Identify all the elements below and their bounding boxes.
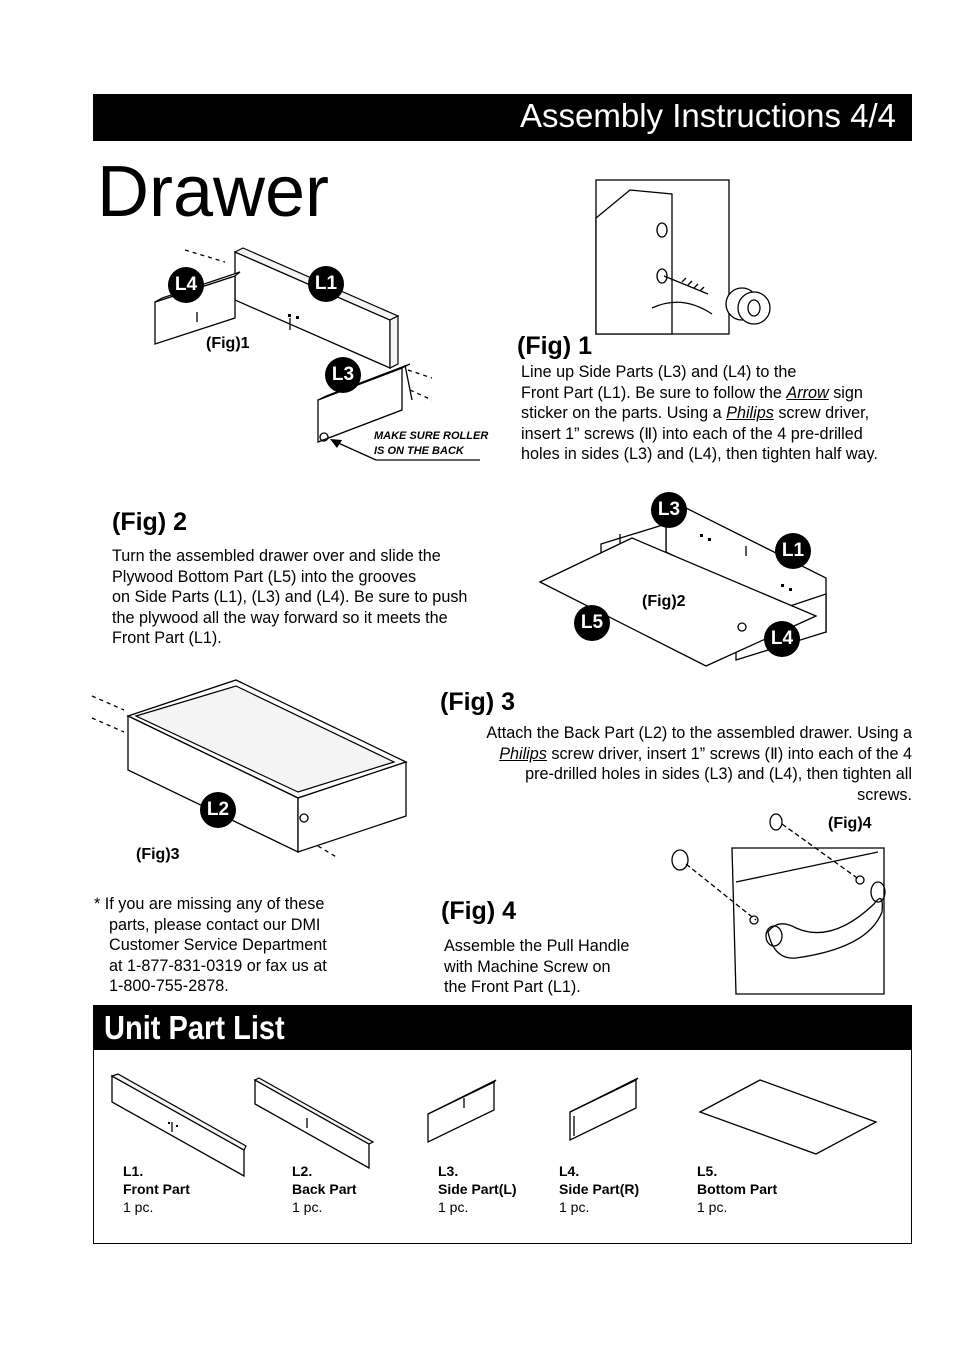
fig1-text-line-1: Line up Side Parts (L3) and (L4) to the bbox=[521, 363, 797, 381]
fig3-drawer-illustration bbox=[88, 676, 418, 866]
contact-line-4: at 1-877-831-0319 or fax us at bbox=[109, 956, 327, 975]
fig1-text-line-3 bbox=[521, 403, 878, 424]
fig2-text-line-3: on Side Parts (L1), (L3) and (L4). Be sure to push bbox=[112, 588, 468, 606]
part-l5-illustration bbox=[696, 1076, 880, 1158]
part-l1-qty: 1 pc. bbox=[123, 1199, 154, 1215]
fig1-text-line-5: holes in sides (L3) and (L4), then tighten half way. bbox=[521, 445, 878, 463]
parts-list-bar bbox=[94, 1006, 911, 1050]
fig3-text-line-4: screws. bbox=[857, 785, 912, 804]
part-l1-number: L1. bbox=[123, 1163, 144, 1179]
part-l3-illustration bbox=[424, 1078, 500, 1148]
contact-line-1: * If you are missing any of these bbox=[94, 895, 325, 913]
arrow-term: Arrow bbox=[786, 383, 829, 402]
fig3-image-label: (Fig)3 bbox=[136, 846, 180, 863]
fig4-handle-illustration bbox=[666, 808, 890, 1000]
philips-term: Philips bbox=[726, 404, 774, 422]
part-l2-label bbox=[292, 1162, 357, 1216]
badge-l5-fig2: L5 bbox=[574, 605, 610, 641]
part-l3-label bbox=[438, 1162, 517, 1216]
part-l4-label bbox=[559, 1162, 639, 1216]
badge-l1-fig1: L1 bbox=[308, 266, 344, 302]
part-l4-illustration bbox=[566, 1076, 642, 1148]
fig3-text-2b: screw driver, insert 1” screws (Ⅱ) into each of the 4 bbox=[546, 744, 912, 763]
fig3-text-line-3: pre-drilled holes in sides (L3) and (L4), then tighten all bbox=[525, 765, 912, 783]
fig1-text-2c: sign bbox=[828, 383, 863, 402]
fig1-text-3a: sticker on the parts. Using a bbox=[521, 404, 727, 422]
contact-line-3: Customer Service Department bbox=[109, 936, 327, 954]
part-l2-qty: 1 pc. bbox=[292, 1199, 323, 1215]
part-l4-number: L4. bbox=[559, 1163, 580, 1179]
fig4-text-line-2: with Machine Screw on bbox=[444, 957, 611, 976]
contact-line-2: parts, please contact our DMI bbox=[109, 915, 321, 934]
fig2-text-line-2: Plywood Bottom Part (L5) into the grooves bbox=[112, 567, 417, 586]
part-l5-number: L5. bbox=[697, 1163, 718, 1179]
part-l3-number: L3. bbox=[438, 1163, 459, 1179]
badge-l3-fig2: L3 bbox=[651, 492, 687, 528]
roller-note bbox=[374, 429, 488, 459]
fig4-instructions bbox=[444, 936, 629, 998]
fig3-text-line-2 bbox=[486, 744, 912, 765]
part-l3-name: Side Part(L) bbox=[438, 1181, 517, 1197]
fig2-text-line-4: the plywood all the way forward so it meets the bbox=[112, 608, 448, 627]
part-l5-label bbox=[697, 1162, 777, 1216]
header-bar bbox=[93, 94, 912, 141]
fig2-heading: (Fig) 2 bbox=[112, 508, 187, 536]
fig3-heading: (Fig) 3 bbox=[440, 688, 515, 716]
part-l1-name: Front Part bbox=[123, 1181, 190, 1197]
fig1-text-line-2 bbox=[521, 383, 878, 404]
part-l5-name: Bottom Part bbox=[697, 1181, 778, 1197]
roller-note-line-2: IS ON THE BACK bbox=[374, 445, 464, 457]
fig3-instructions bbox=[486, 723, 912, 805]
fig1-heading: (Fig) 1 bbox=[517, 332, 592, 360]
fig1-text-2a: Front Part (L1). Be sure to follow the bbox=[521, 383, 787, 402]
fig1-text-line-4: insert 1” screws (Ⅱ) into each of the 4 pre-drilled bbox=[521, 424, 863, 443]
fig1-image-label: (Fig)1 bbox=[206, 335, 250, 352]
fig4-text-line-1: Assemble the Pull Handle bbox=[444, 937, 630, 955]
parts-list-title: Unit Part List bbox=[104, 1009, 285, 1046]
part-l2-illustration bbox=[251, 1076, 377, 1172]
badge-l2-fig3: L2 bbox=[200, 792, 236, 828]
part-l2-name: Back Part bbox=[292, 1181, 357, 1197]
fig2-text-line-5: Front Part (L1). bbox=[112, 629, 222, 647]
part-l1-label bbox=[123, 1162, 190, 1216]
fig1-instructions bbox=[521, 362, 878, 465]
roller-note-line-1: MAKE SURE ROLLER bbox=[374, 430, 489, 442]
badge-l4-fig2: L4 bbox=[764, 621, 800, 657]
part-l4-name: Side Part(R) bbox=[559, 1181, 640, 1197]
fig4-heading: (Fig) 4 bbox=[441, 897, 516, 925]
header-title: Assembly Instructions 4/4 bbox=[520, 97, 896, 134]
part-l2-number: L2. bbox=[292, 1163, 313, 1179]
fig2-text-line-1: Turn the assembled drawer over and slide the bbox=[112, 547, 441, 565]
fig1-text-3c: screw driver, bbox=[773, 404, 870, 422]
fig4-text-line-3: the Front Part (L1). bbox=[444, 978, 581, 996]
part-l3-qty: 1 pc. bbox=[438, 1199, 469, 1215]
badge-l3-fig1: L3 bbox=[325, 357, 361, 393]
part-l5-qty: 1 pc. bbox=[697, 1199, 728, 1215]
badge-l4-fig1: L4 bbox=[168, 267, 204, 303]
fig3-text-line-1: Attach the Back Part (L2) to the assembled drawer. Using a bbox=[486, 724, 912, 742]
fig1-screw-detail bbox=[590, 178, 790, 338]
philips-term-fig3: Philips bbox=[499, 744, 547, 763]
part-l4-qty: 1 pc. bbox=[559, 1199, 590, 1215]
fig2-instructions bbox=[112, 546, 467, 649]
contact-note bbox=[94, 894, 327, 997]
page-title: Drawer bbox=[97, 152, 330, 232]
badge-l1-fig2: L1 bbox=[775, 533, 811, 569]
contact-line-5: 1-800-755-2878. bbox=[109, 977, 229, 995]
fig2-image-label: (Fig)2 bbox=[642, 593, 686, 610]
fig4-image-label: (Fig)4 bbox=[828, 815, 872, 832]
